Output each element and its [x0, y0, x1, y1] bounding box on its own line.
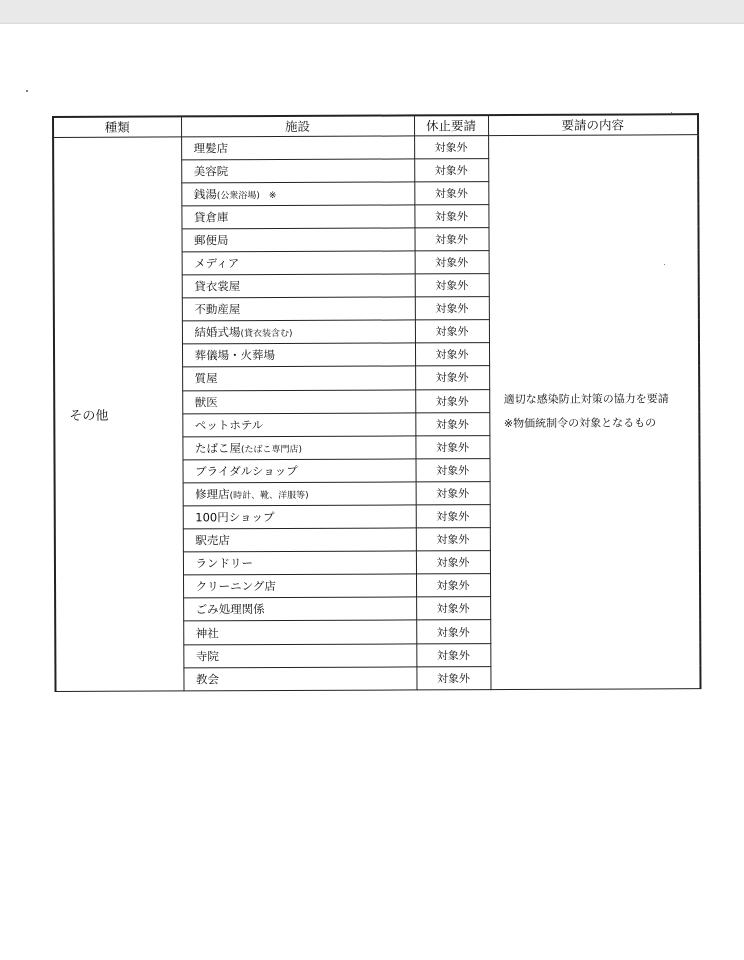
facility-cell: [183, 482, 416, 506]
facility-cell: [182, 297, 415, 321]
closure-request-cell: 対象外: [415, 435, 489, 458]
facility-cell: [181, 159, 414, 183]
closure-request-cell: 対象外: [415, 251, 489, 274]
closure-request-cell: 対象外: [415, 320, 489, 343]
closure-request-cell: 対象外: [415, 389, 489, 412]
facility-cell: [183, 459, 416, 483]
facility-cell: [181, 228, 414, 252]
facility-cell: [183, 505, 416, 529]
facility-name: 質屋: [194, 371, 218, 386]
facility-cell: [183, 528, 416, 552]
facility-name: 100円ショップ: [195, 510, 275, 525]
closure-request-cell: 対象外: [416, 597, 490, 620]
closure-request-cell: 対象外: [416, 574, 490, 597]
facility-cell: [183, 597, 416, 621]
closure-request-cell: 対象外: [416, 528, 490, 551]
facility-cell: [182, 366, 415, 390]
facility-name: 修理店: [195, 487, 230, 502]
closure-request-cell: 対象外: [414, 204, 488, 227]
closure-request-cell: 対象外: [415, 412, 489, 435]
facility-name: たばこ屋: [194, 440, 241, 456]
facility-name: 理髪店: [193, 140, 229, 155]
header-facility: 施設: [181, 115, 414, 136]
closure-request-cell: 対象外: [414, 227, 488, 250]
facility-cell: [181, 182, 414, 206]
table-row: [53, 134, 698, 160]
closure-request-cell: 対象外: [415, 297, 489, 320]
header-request-content: 要請の内容: [488, 114, 698, 135]
facility-name: 神社: [195, 625, 219, 640]
facility-name: 獣医: [194, 394, 218, 409]
closure-request-cell: 対象外: [416, 643, 490, 666]
facility-cell: [183, 574, 416, 598]
facility-cell: [183, 620, 416, 644]
facility-cell: [181, 205, 414, 229]
facility-cell: [183, 643, 416, 667]
table-body: [53, 134, 700, 691]
closure-request-cell: 対象外: [416, 482, 490, 505]
facility-cell: [182, 436, 415, 460]
facility-name: 銭湯: [193, 187, 217, 202]
facility-cell: [181, 135, 414, 159]
facility-cell: [182, 343, 415, 367]
table-header-row: [53, 114, 698, 137]
facility-cell: [183, 667, 416, 691]
closure-request-cell: 対象外: [416, 666, 490, 689]
facility-cell: [182, 274, 415, 298]
facility-name: 貸衣裳屋: [194, 279, 241, 294]
facility-name: 結婚式場: [194, 325, 241, 340]
facility-name: ごみ処理関係: [195, 602, 265, 617]
facility-cell: [182, 320, 415, 344]
closure-request-cell: 対象外: [416, 620, 490, 643]
facility-note: (公衆浴場) ※: [216, 190, 277, 202]
facility-name: 不動産屋: [194, 302, 241, 317]
closure-request-cell: 対象外: [414, 135, 488, 158]
type-cell: その他: [53, 136, 183, 691]
facility-name: メディア: [194, 256, 240, 271]
closure-request-cell: 対象外: [415, 366, 489, 389]
facility-note: (時計、靴、洋服等): [229, 490, 309, 502]
header-closure-request: 休止要請: [414, 115, 488, 135]
facility-name: 美容院: [193, 163, 229, 179]
facility-name: 郵便局: [194, 233, 229, 248]
facility-name: 貸倉庫: [193, 210, 229, 225]
facility-name: 教会: [195, 671, 219, 687]
scan-speck: [26, 90, 28, 92]
facility-name: ブライダルショップ: [195, 463, 298, 479]
closure-request-cell: 対象外: [414, 181, 488, 204]
facility-name: 寺院: [195, 648, 219, 663]
request-content-line: 適切な感染防止対策の協力を要請: [503, 392, 669, 407]
request-content-line: ※物価統制令の対象となるもの: [503, 416, 657, 431]
closure-request-cell: 対象外: [415, 274, 489, 297]
facility-name: クリーニング店: [195, 579, 276, 594]
header-type: 種類: [53, 116, 181, 137]
facility-cell: [182, 389, 415, 413]
facility-name: 駅売店: [195, 533, 230, 548]
facility-cell: [182, 251, 415, 275]
facility-cell: [183, 551, 416, 575]
facility-table: [52, 113, 702, 692]
closure-request-cell: 対象外: [416, 505, 490, 528]
facility-name: ランドリー: [195, 556, 253, 571]
closure-request-cell: 対象外: [416, 551, 490, 574]
closure-request-cell: 対象外: [415, 458, 489, 481]
request-content-cell: [488, 134, 700, 689]
facility-name: 葬儀場・火葬場: [194, 348, 276, 363]
closure-request-cell: 対象外: [415, 343, 489, 366]
facility-note: (貸衣装含む): [240, 329, 293, 340]
closure-request-cell: 対象外: [414, 158, 488, 181]
facility-note: (たばこ専門店): [240, 444, 303, 455]
facility-cell: [182, 413, 415, 437]
facility-name: ペットホテル: [194, 417, 264, 433]
